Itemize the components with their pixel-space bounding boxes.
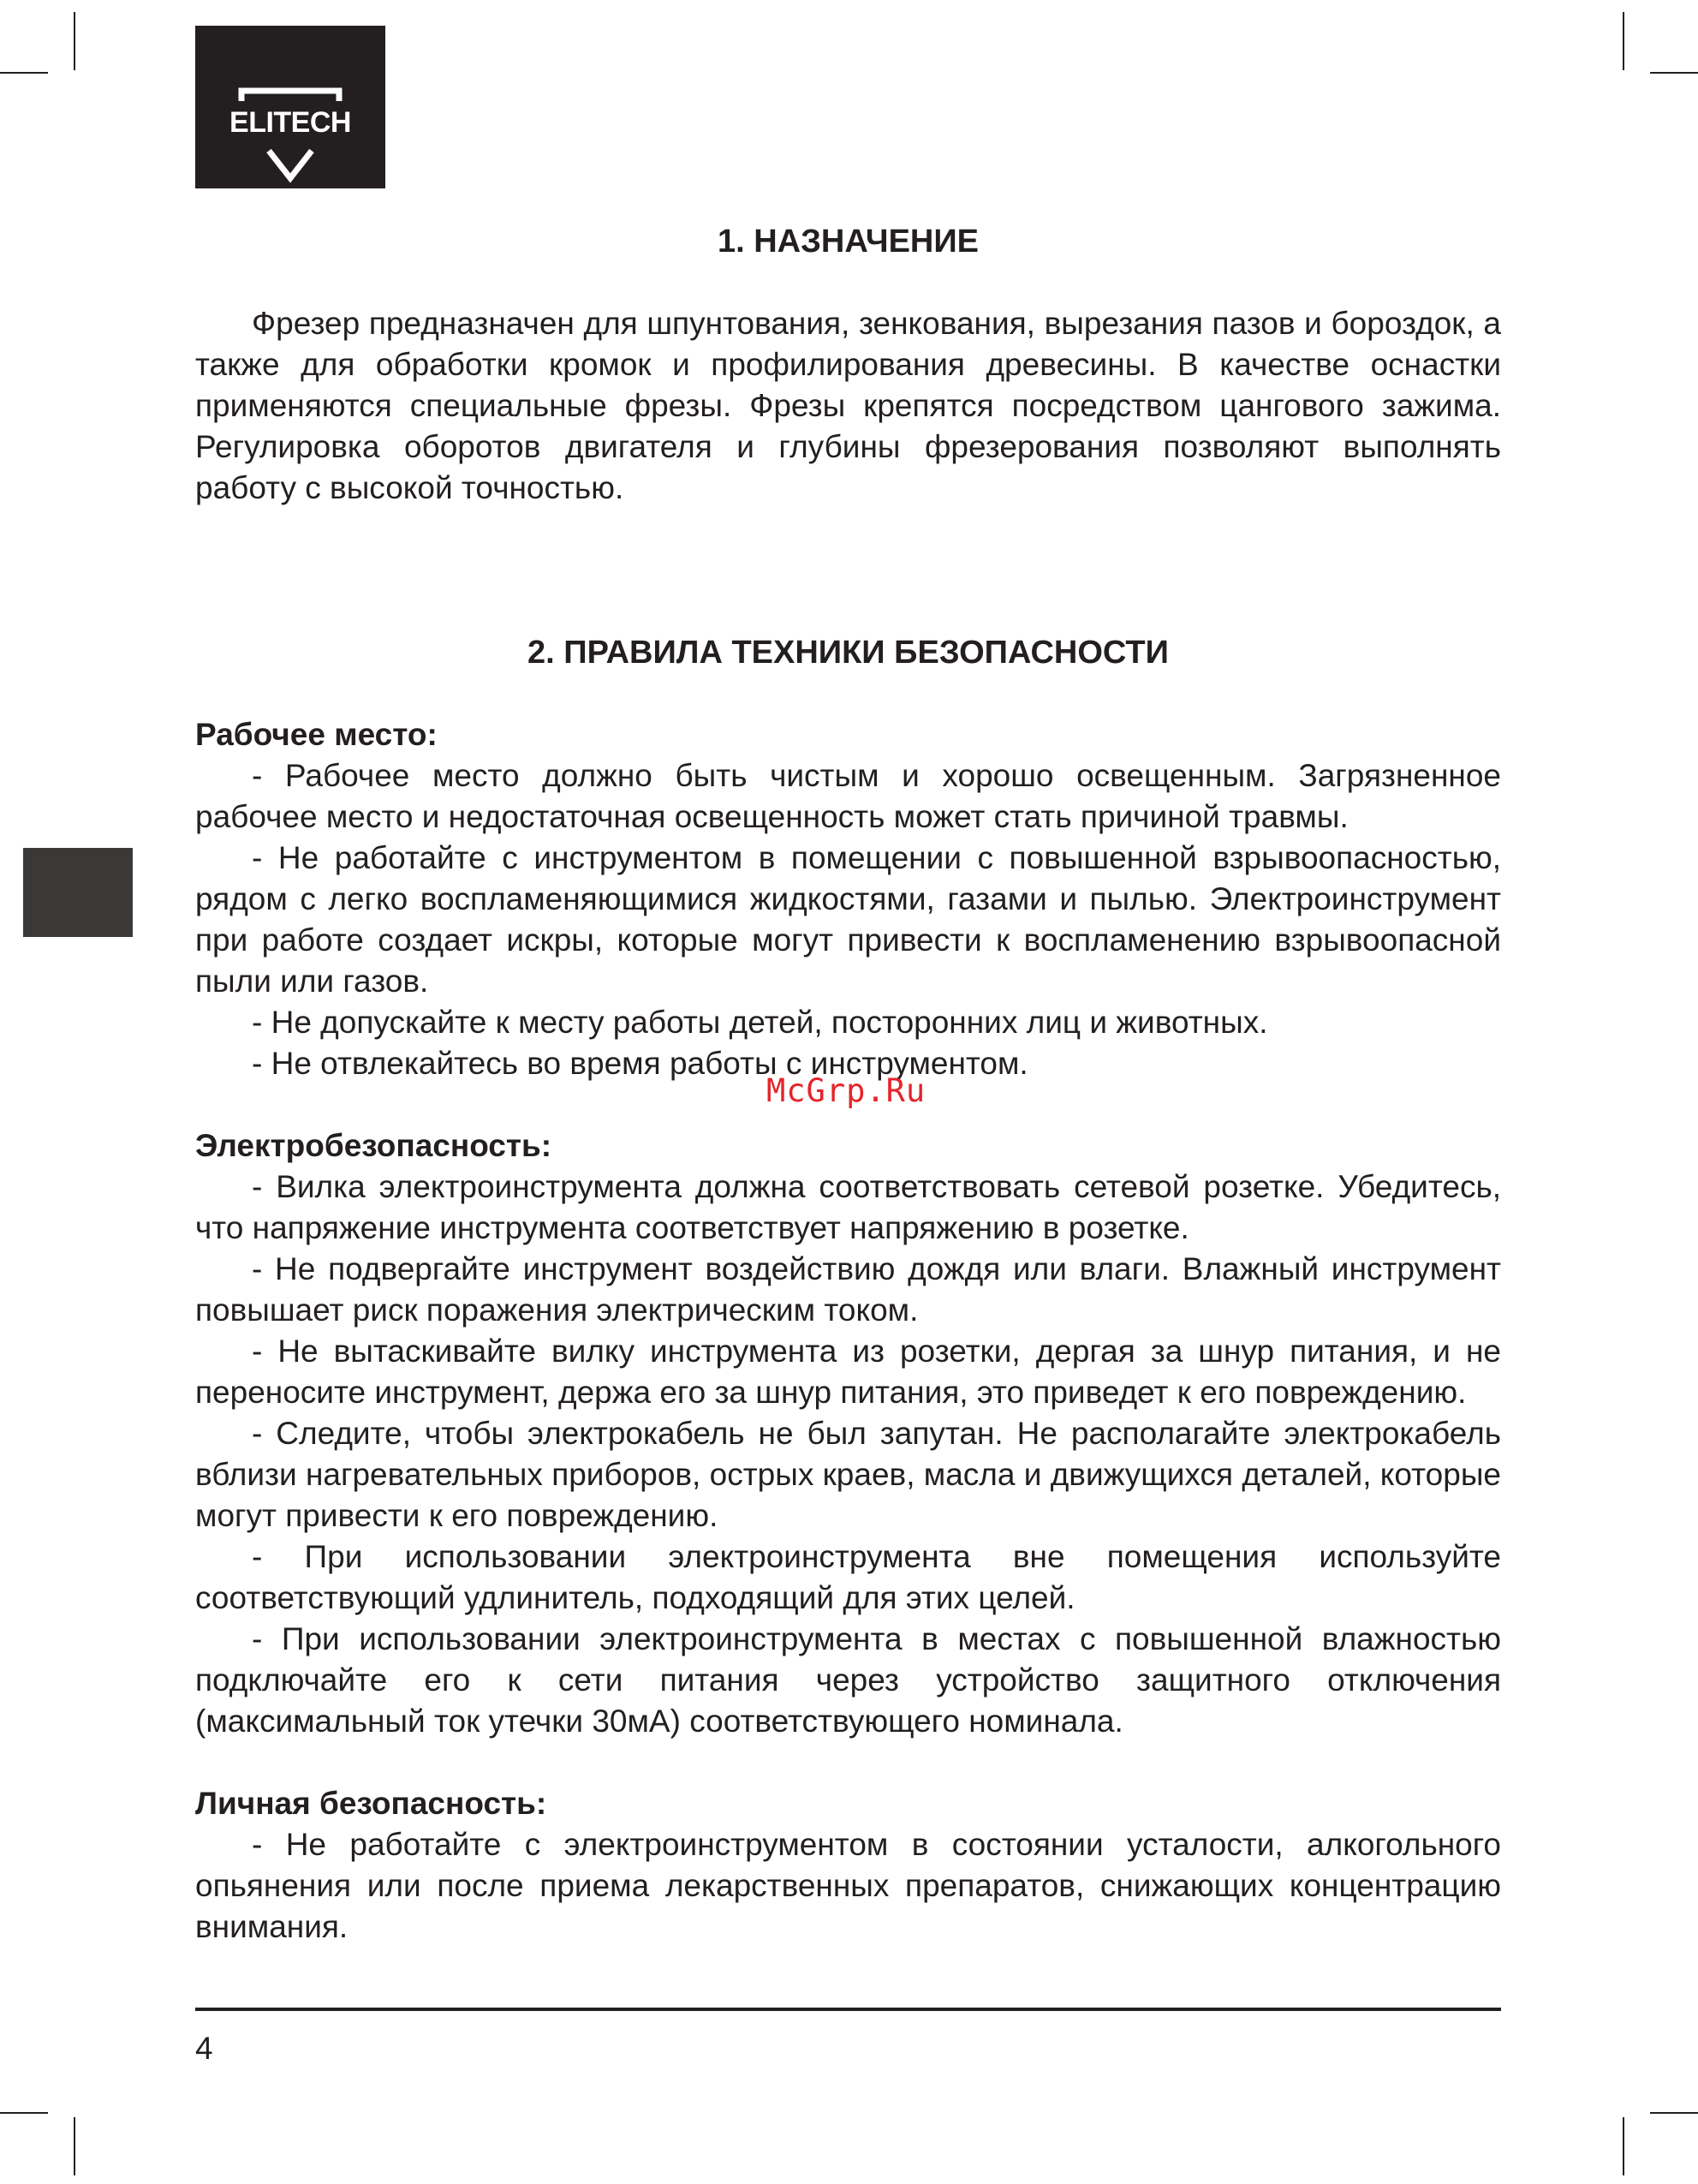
list-item: - При использовании электроинструмента в местах с повышенной влажностью подключайте его к сети питания через устройство защитного отключения (максимальный ток утечки 30мА) соответствующего номинала.	[195, 1621, 1501, 1739]
page-number: 4	[195, 2031, 213, 2066]
list-item: - Не подвергайте инструмент воздействию дождя или влаги. Влажный инструмент повышает риск поражения электрическим током.	[195, 1251, 1501, 1328]
crop-mark	[74, 2117, 75, 2175]
crop-mark	[1623, 2117, 1624, 2175]
list-item: - Рабочее место должно быть чистым и хорошо освещенным. Загрязненное рабочее место и недостаточная освещенность может стать причиной травмы.	[195, 758, 1501, 834]
subsection-heading: Рабочее место:	[195, 717, 438, 752]
list-item: - Следите, чтобы электрокабель не был запутан. Не располагайте электрокабель вблизи нагревательных приборов, острых краев, масла и движущихся деталей, которые могут привести к его повреждению.	[195, 1416, 1501, 1533]
logo-text: ELITECH	[229, 106, 351, 139]
list-item: - Не вытаскивайте вилку инструмента из розетки, дергая за шнур питания, и не переносите инструмент, держа его за шнур питания, это приведет к его повреждению.	[195, 1334, 1501, 1410]
list-item: - При использовании электроинструмента вне помещения используйте соответствующий удлинитель, подходящий для этих целей.	[195, 1539, 1501, 1615]
crop-mark	[0, 72, 48, 74]
section-title: 1. НАЗНАЧЕНИЕ	[717, 224, 980, 260]
list-item: - Не отвлекайтесь во время работы с инструментом.	[252, 1046, 1028, 1081]
list-item: - Не работайте с электроинструментом в состоянии усталости, алкогольного опьянения или после приема лекарственных препаратов, снижающих концентрацию внимания.	[195, 1827, 1501, 1944]
list-item: - Вилка электроинструмента должна соответствовать сетевой розетке. Убедитесь, что напряжение инструмента соответствует напряжению в розетке.	[195, 1169, 1501, 1245]
footer-divider	[195, 2008, 1501, 2011]
crop-mark	[74, 12, 75, 70]
list-item: - Не допускайте к месту работы детей, посторонних лиц и животных.	[252, 1005, 1268, 1040]
section-tab-marker	[23, 848, 133, 937]
section-title: 2. ПРАВИЛА ТЕХНИКИ БЕЗОПАСНОСТИ	[527, 635, 1169, 671]
subsection-heading: Электробезопасность:	[195, 1128, 552, 1163]
list-item: - Не работайте с инструментом в помещении с повышенной взрывоопасностью, рядом с легко воспламеняющимися жидкостями, газами и пылью. Электроинструмент при работе создает искры, которые могут привести к воспламенению взрывоопасной пыли или газов.	[195, 840, 1501, 999]
brand-logo	[195, 26, 385, 188]
paragraph: Фрезер предназначен для шпунтования, зенкования, вырезания пазов и бороздок, а также для обработки кромок и профилирования древесины. В качестве оснастки применяются специальные фрезы. Фрезы крепятся посредством цангового зажима. Регулировка оборотов двигателя и глубины фрезерования позволяют выполнять работу с высокой точностью.	[195, 306, 1501, 505]
crop-mark	[1650, 2112, 1698, 2114]
subsection-heading: Личная безопасность:	[195, 1786, 547, 1821]
watermark: McGrp.Ru	[766, 1072, 926, 1109]
crop-mark	[0, 2112, 48, 2114]
crop-mark	[1650, 72, 1698, 74]
crop-mark	[1623, 12, 1624, 70]
